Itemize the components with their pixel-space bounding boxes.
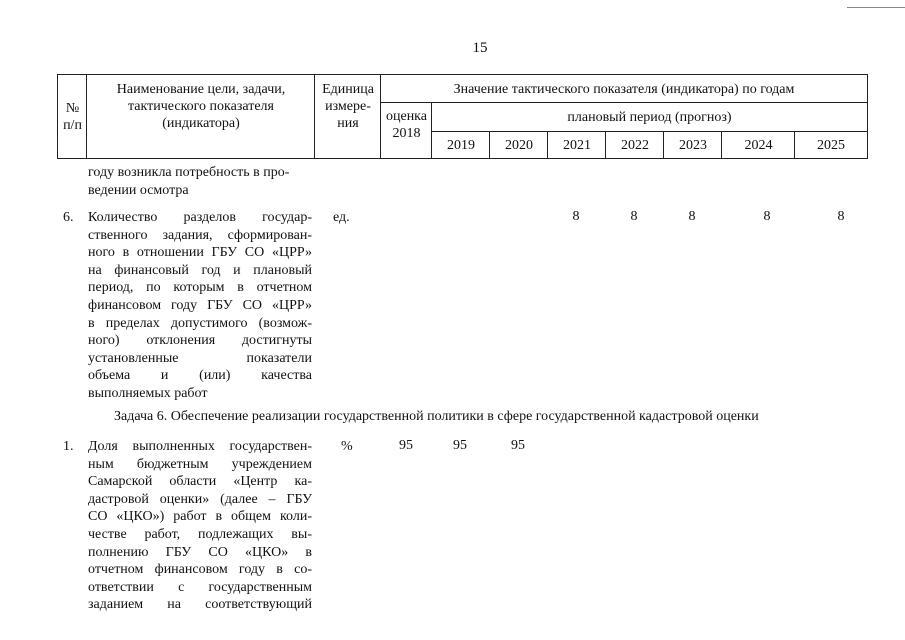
row1-value-2018: 95 — [399, 438, 413, 453]
row6-description: Количество разделов государ- ственного задания, сформирован- ного в отношении ГБУ СО «ЦРР» на финансовый год и плановый период, по которым в отчетном финансовом году ГБУ СО «ЦРР» в пределах допустимого (возмож- ного) отклонения достигнуты установленные показатели объема и (или) качества выполняемых работ — [88, 210, 312, 401]
header-unit: Единица измере- ния — [314, 74, 381, 159]
row6-unit: ед. — [333, 210, 350, 225]
scan-edge-line — [847, 7, 905, 8]
year-2024: 2024 — [721, 131, 795, 159]
year-2023: 2023 — [663, 131, 722, 159]
header-number: № п/п — [57, 74, 87, 159]
row1-description: Доля выполненных государствен- ным бюджетным учреждением Самарской области «Центр ка- дастровой оценки» (далее – ГБУ СО «ЦКО») работ в общем коли- честве работ, подлежащих вы- полнению ГБУ СО «ЦКО» в отчетном финансовом году в со- ответствии с государственным заданием на соответствующий — [88, 439, 312, 613]
page-number: 15 — [472, 40, 488, 56]
header-value-title: Значение тактического показателя (индикатора) по годам — [380, 74, 868, 103]
row6-value-2024: 8 — [763, 209, 771, 224]
row1-value-2019: 95 — [453, 438, 467, 453]
row6-value-2023: 8 — [688, 209, 696, 224]
row1-value-2020: 95 — [511, 438, 525, 453]
year-2021: 2021 — [547, 131, 606, 159]
row6-value-2021: 8 — [572, 209, 580, 224]
year-2025: 2025 — [794, 131, 868, 159]
row6-value-2022: 8 — [630, 209, 638, 224]
header-planned-period: плановый период (прогноз) — [431, 102, 868, 132]
year-2020: 2020 — [489, 131, 548, 159]
year-2022: 2022 — [605, 131, 664, 159]
year-2019: 2019 — [431, 131, 490, 159]
row1-number: 1. — [63, 439, 74, 454]
row6-value-2025: 8 — [837, 209, 845, 224]
row6-number: 6. — [63, 210, 74, 225]
header-estimate: оценка 2018 — [380, 102, 432, 159]
row1-unit: % — [341, 439, 353, 454]
task6-heading: Задача 6. Обеспечение реализации государственной политики в сфере государственной кадастровой оценки — [114, 409, 759, 424]
continued-text: году возникла потребность в про- ведении осмотра — [88, 165, 290, 198]
header-name: Наименование цели, задачи, тактического показателя (индикатора) — [86, 74, 315, 159]
